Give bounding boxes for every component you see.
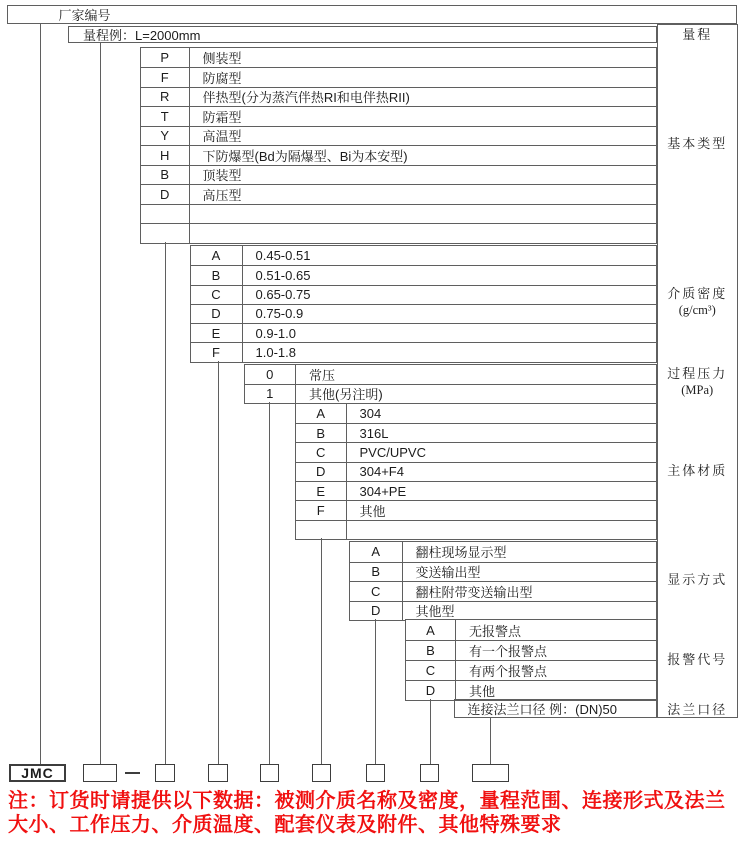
- desc-cell: 304: [359, 405, 382, 421]
- code-cell: F: [191, 343, 243, 361]
- code-cell: E: [191, 324, 243, 342]
- desc-cell: 0.45-0.51: [255, 248, 311, 264]
- desc-cell: [190, 205, 657, 224]
- row-medium-density-E: [191, 323, 657, 342]
- desc-cell: 0.75-0.9: [255, 306, 304, 322]
- desc-cell: 侧装型: [202, 50, 242, 66]
- category-label-text: 主体材质: [667, 463, 728, 478]
- connector-line-0: [40, 24, 41, 764]
- desc-cell: 0.9-1.0: [255, 325, 296, 341]
- code-cell: D: [296, 463, 347, 481]
- desc-cell: 0.51-0.65: [255, 267, 311, 283]
- code-box-3: [208, 764, 228, 783]
- code-cell: P: [141, 48, 190, 68]
- code-cell: B: [141, 166, 190, 185]
- row-process-pressure-0: [245, 365, 657, 384]
- code-box-1: [83, 764, 117, 783]
- category-label-unit: (MPa): [681, 383, 714, 398]
- desc-cell: 防腐型: [202, 70, 242, 86]
- section-basic-type: [140, 47, 657, 244]
- category-label-3: [658, 362, 737, 404]
- desc-cell: [347, 521, 657, 539]
- category-label-text: 量程: [682, 26, 713, 42]
- desc-cell: 0.65-0.75: [255, 287, 311, 303]
- code-cell: C: [296, 443, 347, 461]
- row-basic-type-empty9: [141, 223, 656, 243]
- desc-cell: 其他: [359, 503, 386, 519]
- row-basic-type-R: [141, 87, 656, 107]
- connector-line-8: [490, 718, 491, 764]
- order-note-line2: 大小、工作压力、介质温度、配套仪表及附件、其他特殊要求: [8, 814, 562, 836]
- row-body-material-C: [296, 442, 656, 461]
- row-body-material-A: [296, 404, 656, 423]
- manufacturer-code-label: 厂家编号: [58, 7, 111, 23]
- category-label-0: [658, 25, 737, 45]
- desc-cell: 无报警点: [469, 623, 522, 639]
- category-label-column: [657, 24, 738, 719]
- category-label-5: [658, 539, 737, 620]
- row-medium-density-B: [191, 265, 657, 284]
- desc-cell: 316L: [359, 425, 389, 441]
- desc-cell: 有一个报警点: [469, 644, 548, 659]
- desc-cell: 其他(另注明): [309, 387, 383, 403]
- row-body-material-empty6: [296, 520, 656, 539]
- flange-size-row: [454, 699, 658, 718]
- category-label-text: 报警代号: [667, 652, 728, 667]
- connector-line-4: [269, 402, 270, 764]
- code-cell: F: [296, 501, 347, 519]
- code-box-2: [155, 764, 175, 783]
- row-display-mode-D: [350, 601, 656, 621]
- code-box-7: [420, 764, 439, 783]
- code-cell: [141, 205, 190, 224]
- code-cell: F: [141, 68, 190, 87]
- row-basic-type-Y: [141, 126, 656, 146]
- code-cell: D: [350, 602, 403, 621]
- code-box-4: [260, 764, 280, 783]
- row-basic-type-D: [141, 184, 656, 204]
- desc-cell: 其他型: [415, 604, 455, 620]
- code-cell: 0: [245, 365, 297, 384]
- category-label-7: [658, 700, 737, 719]
- model-prefix-box: JMC: [9, 764, 66, 783]
- connector-line-1: [100, 43, 101, 764]
- desc-cell: 下防爆型(Bd为隔爆型、Bi为本安型): [202, 148, 408, 164]
- desc-cell: 304+F4: [359, 464, 404, 480]
- desc-cell: 其他: [469, 684, 496, 699]
- row-basic-type-H: [141, 145, 656, 165]
- code-cell: H: [141, 146, 190, 165]
- manufacturer-code-bar: [7, 5, 738, 24]
- dash-separator: [125, 772, 140, 774]
- code-cell: D: [141, 185, 190, 204]
- code-cell: A: [350, 542, 403, 562]
- desc-cell: 1.0-1.8: [255, 344, 296, 360]
- flange-size-text: 连接法兰口径 例：(DN)50: [467, 702, 618, 717]
- code-box-5: [312, 764, 332, 783]
- section-process-pressure: [244, 364, 658, 405]
- code-cell: A: [406, 620, 456, 640]
- category-label-text: 基本类型: [667, 135, 728, 151]
- section-body-material: [295, 403, 657, 541]
- desc-cell: 防霜型: [202, 109, 242, 125]
- row-body-material-B: [296, 423, 656, 442]
- code-cell: [141, 224, 190, 243]
- order-note-line1: 注：订货时请提供以下数据：被测介质名称及密度，量程范围、连接形式及法兰: [8, 790, 726, 812]
- connector-line-6: [375, 619, 376, 764]
- code-cell: E: [296, 482, 347, 500]
- row-process-pressure-1: [245, 384, 657, 403]
- desc-cell: 顶装型: [202, 168, 242, 184]
- category-label-1: [658, 45, 737, 243]
- code-cell: Y: [141, 127, 190, 146]
- code-cell: C: [406, 661, 456, 680]
- desc-cell: 304+PE: [359, 483, 407, 499]
- desc-cell: PVC/UPVC: [359, 444, 426, 460]
- connector-line-7: [430, 699, 431, 764]
- code-box-6: [366, 764, 386, 783]
- desc-cell: 翻柱附带变送输出型: [415, 584, 533, 600]
- category-label-text: 过程压力: [667, 366, 728, 382]
- connector-line-2: [165, 242, 166, 764]
- section-display-mode: [349, 541, 657, 621]
- range-example-bar: [68, 26, 657, 44]
- code-cell: B: [350, 563, 403, 582]
- desc-cell: 高压型: [202, 187, 242, 203]
- desc-cell: 高温型: [202, 129, 242, 145]
- code-cell: [296, 521, 347, 539]
- row-medium-density-C: [191, 285, 657, 304]
- code-cell: D: [406, 681, 456, 700]
- row-medium-density-A: [191, 246, 657, 265]
- category-label-text: 法兰口径: [667, 701, 728, 717]
- row-display-mode-B: [350, 562, 656, 582]
- code-cell: A: [191, 246, 243, 265]
- code-cell: C: [191, 286, 243, 304]
- desc-cell: 伴热型(分为蒸汽伴热RI和电伴热RII): [202, 90, 410, 106]
- row-alarm-code-B: [406, 640, 656, 660]
- row-display-mode-A: [350, 542, 656, 562]
- code-cell: A: [296, 404, 347, 423]
- code-cell: C: [350, 582, 403, 601]
- row-basic-type-T: [141, 106, 656, 126]
- desc-cell: 常压: [309, 367, 336, 383]
- code-cell: 1: [245, 385, 297, 403]
- row-alarm-code-D: [406, 680, 656, 700]
- row-alarm-code-A: [406, 620, 656, 640]
- connector-line-5: [321, 538, 322, 764]
- category-label-2: [658, 243, 737, 362]
- desc-cell: 变送输出型: [415, 565, 481, 581]
- row-medium-density-F: [191, 342, 657, 361]
- code-cell: B: [191, 266, 243, 284]
- row-basic-type-empty8: [141, 204, 656, 224]
- row-basic-type-P: [141, 48, 656, 68]
- row-basic-type-B: [141, 165, 656, 185]
- section-alarm-code: [405, 619, 657, 701]
- row-body-material-F: [296, 500, 656, 519]
- code-cell: B: [406, 641, 456, 660]
- range-example-text: 量程例：L=2000mm: [83, 27, 201, 43]
- row-display-mode-C: [350, 581, 656, 601]
- code-cell: T: [141, 107, 190, 126]
- code-cell: D: [191, 305, 243, 323]
- desc-cell: [190, 224, 657, 243]
- connector-line-3: [218, 361, 219, 764]
- row-medium-density-D: [191, 304, 657, 323]
- category-label-text: 显示方式: [667, 571, 728, 587]
- order-note: [8, 789, 748, 837]
- category-label-6: [658, 620, 737, 700]
- category-label-4: [658, 403, 737, 539]
- section-medium-density: [190, 245, 658, 363]
- code-cell: B: [296, 424, 347, 442]
- code-box-8: [472, 764, 510, 783]
- row-body-material-E: [296, 481, 656, 500]
- desc-cell: 有两个报警点: [469, 664, 548, 679]
- row-basic-type-F: [141, 67, 656, 87]
- category-label-text: 介质密度: [667, 286, 728, 301]
- category-label-unit: (g/cm³): [678, 303, 716, 317]
- desc-cell: 翻柱现场显示型: [415, 545, 507, 561]
- row-alarm-code-C: [406, 660, 656, 680]
- row-body-material-D: [296, 462, 656, 481]
- code-cell: R: [141, 88, 190, 107]
